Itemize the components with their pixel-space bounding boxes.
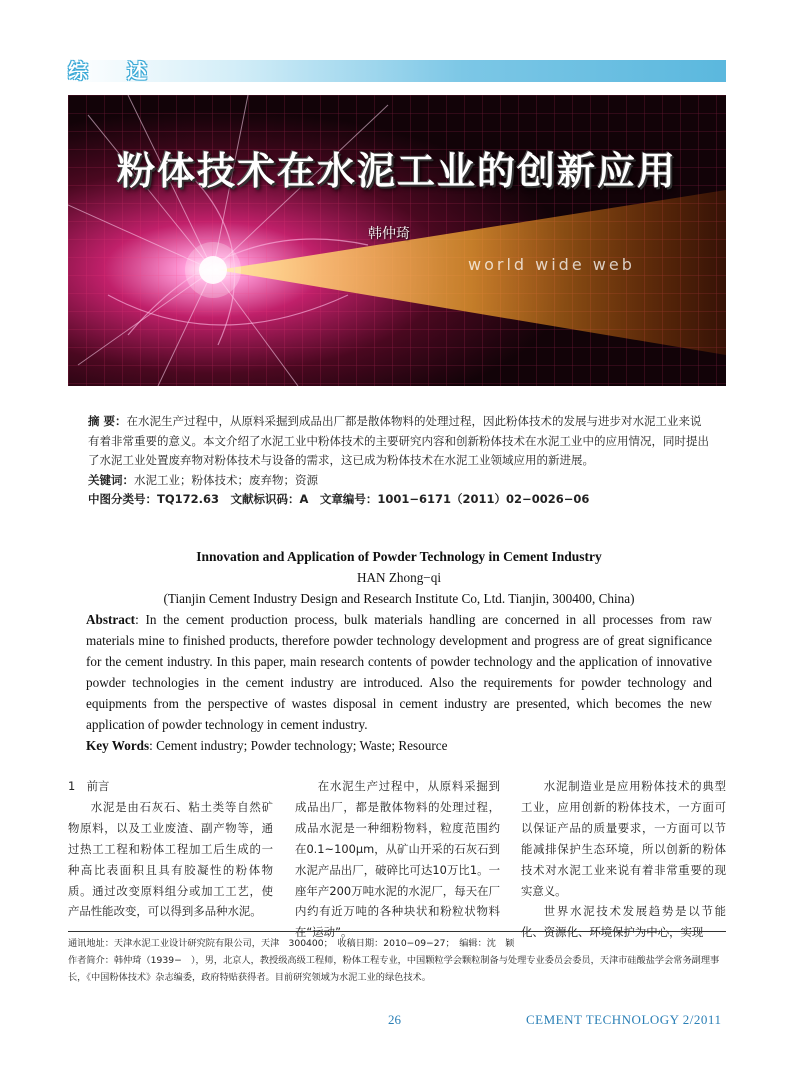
keywords-label-cn: 关键词： — [88, 472, 134, 487]
section-header-bar — [68, 60, 726, 82]
journal-name: CEMENT TECHNOLOGY 2/2011 — [526, 1012, 722, 1027]
body-paragraph: 水泥是由石灰石、粘土类等自然矿物原料，以及工业废渣、副产物等，通过热工工程和粉体工程加工后生成的一种高比表面积且具有胶凝性的粉体物质。通过改变原料组分或加工工艺，使产品性能改变，可以得到多品种水泥。 — [68, 799, 273, 919]
abstract-text-en: : In the cement production process, bulk materials handling are concerned in all processes from raw materials mine to finished products, therefore powder technology development and progress are of great significance for the cement industry. In this paper, main research contents of powder technology and the application of innovative powder technologies in the cement industry are introduced. Also the requirements for powder technology and equipments from the perspective of wastes disposal in cement industry are presented, which becomes the new application of powder technology in cement industry. — [86, 612, 712, 732]
chinese-abstract — [88, 412, 710, 510]
abstract-label-en: Abstract — [86, 612, 136, 627]
english-author: HAN Zhong−qi — [357, 570, 441, 585]
body-paragraph: 水泥制造业是应用粉体技术的典型工业，应用创新的粉体技术，一方面可以保证产品的质量要求，一方面可以节能减排保护生态环境，所以创新的粉体技术对水泥工业来说有着非常重要的现实意义。 — [521, 779, 726, 898]
footnote-address: 通讯地址：天津水泥工业设计研究院有限公司，天津 300400； 收稿日期：2010−09−27； 编辑：沈 颖 — [68, 938, 515, 949]
english-abstract — [86, 546, 712, 756]
keywords-label-en: Key Words — [86, 738, 150, 753]
abstract-label-cn: 摘 要： — [88, 414, 127, 428]
body-paragraph: 在水泥生产过程中，从原料采掘到成品出厂，都是散体物料的处理过程，成品水泥是一种细粉物料，粒度范围约在0.1~100μm，从矿山开采的石灰石到水泥产品出厂，破碎比可达10万比1。一座年产200万吨水泥的水泥厂，每天在厂内约有近万吨的各种块状和粉粒状物料在“运动”。 — [295, 779, 500, 940]
page-number: 26 — [388, 1012, 401, 1027]
article-title: 粉体技术在水泥工业的创新应用 — [116, 149, 677, 193]
footnotes — [68, 935, 726, 986]
english-title: Innovation and Application of Powder Technology in Cement Industry — [196, 549, 602, 564]
body-column-2 — [295, 776, 500, 943]
body-paragraph: 世界水泥技术发展趋势是以节能化、资源化、环境保护为中心，实现 — [521, 904, 726, 940]
classification-line: 中图分类号：TQ172.63 文献标识码：A 文章编号：1001−6171（2011）02−0026−06 — [88, 492, 590, 506]
body-column-1 — [68, 776, 273, 922]
body-column-3 — [521, 776, 726, 943]
hero-author: 韩仲琦 — [368, 226, 410, 242]
abstract-text-cn: 在水泥生产过程中，从原料采掘到成品出厂都是散体物料的处理过程，因此粉体技术的发展与进步对水泥工业来说有着非常重要的意义。本文介绍了水泥工业中粉体技术的主要研究内容和创新粉体技术在水泥工业中的应用情况，同时提出了水泥工业处置废弃物对粉体技术与设备的需求，这已成为粉体技术在水泥工业领域应用的新进展。 — [88, 414, 709, 467]
footnote-divider — [68, 931, 726, 932]
hero-overlay-text: world wide web — [468, 255, 635, 274]
footnote-author-bio: 作者简介：韩仲琦（1939− ），男，北京人，教授级高级工程师，粉体工程专业，中国颗粒学会颗粒制备与处理专业委员会委员，天津市硅酸盐学会常务副理事长，《中国粉体技术》杂志编委，政府特贴获得者。目前研究领域为水泥工业的绿色技术。 — [68, 955, 720, 983]
section-heading-introduction: 1 前言 — [68, 779, 110, 793]
keywords-paragraph-en — [86, 735, 712, 756]
section-tag: 综 述 — [68, 59, 163, 83]
abstract-paragraph-en — [86, 609, 712, 735]
english-affiliation: (Tianjin Cement Industry Design and Research Institute Co, Ltd. Tianjin, 300400, China) — [163, 591, 635, 606]
hero-banner — [68, 95, 726, 386]
keywords-text-cn: 水泥工业；粉体技术；废弃物；资源 — [134, 472, 318, 487]
keywords-text-en: : Cement industry; Powder technology; Waste; Resource — [149, 738, 448, 753]
